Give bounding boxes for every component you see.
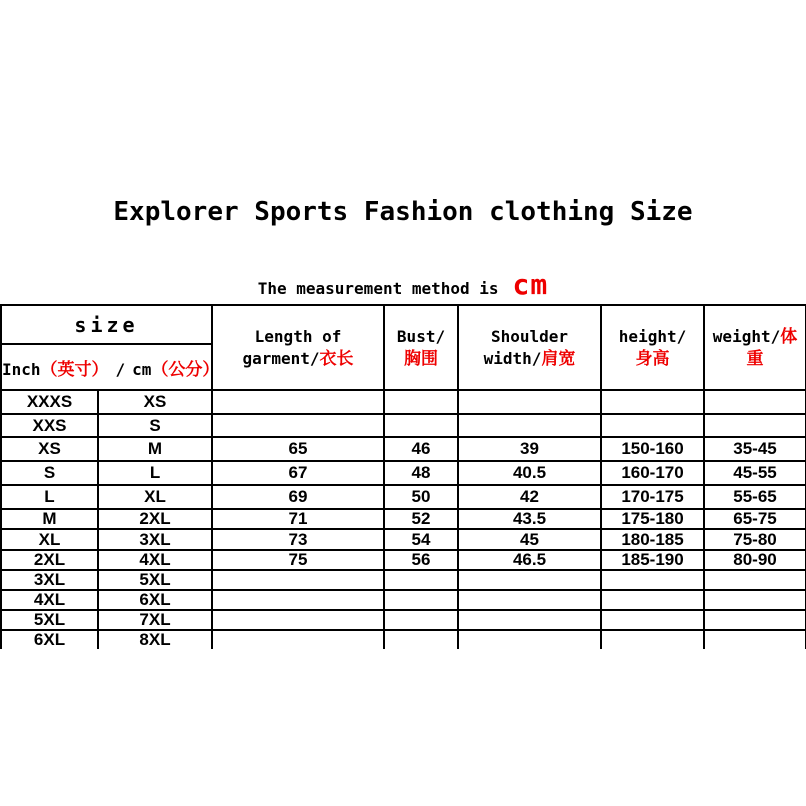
measurement-note-text: The measurement method is (257, 279, 499, 298)
cell-bust (384, 630, 458, 649)
cell-length: 69 (212, 485, 384, 509)
cell-length: 71 (212, 509, 384, 529)
cell-shoulder (458, 610, 601, 630)
table-row (1, 437, 806, 461)
table-row (1, 550, 806, 570)
col-header-shoulder-line1: Shoulder (490, 326, 569, 346)
cell-height: 185-190 (601, 550, 704, 570)
col-header-weight-cn2: 重 (746, 348, 764, 369)
cell-bust (384, 414, 458, 437)
cell-length: 73 (212, 529, 384, 550)
table-row (1, 610, 806, 630)
size-header: size (1, 305, 212, 344)
cell-inch: 3XL (1, 570, 98, 590)
cell-shoulder (458, 630, 601, 649)
cell-cm: L (98, 461, 212, 485)
cell-height: 170-175 (601, 485, 704, 509)
cell-shoulder: 39 (458, 437, 601, 461)
cell-weight (704, 630, 806, 649)
cell-length (212, 414, 384, 437)
cell-shoulder: 45 (458, 529, 601, 550)
cell-inch: M (1, 509, 98, 529)
cell-inch: 6XL (1, 630, 98, 649)
cell-cm: 2XL (98, 509, 212, 529)
cell-weight (704, 414, 806, 437)
col-header-bust-cn: 胸围 (404, 348, 439, 369)
cell-shoulder (458, 414, 601, 437)
col-header-height-line1: height/ (618, 326, 687, 346)
cell-shoulder: 40.5 (458, 461, 601, 485)
cell-weight (704, 390, 806, 414)
col-header-shoulder-line2: width/ (483, 348, 542, 368)
cell-bust: 46 (384, 437, 458, 461)
cell-cm: S (98, 414, 212, 437)
cell-height: 180-185 (601, 529, 704, 550)
col-header-height-cn: 身高 (635, 348, 670, 369)
cell-shoulder (458, 570, 601, 590)
col-header-shoulder-cn: 肩宽 (541, 348, 576, 369)
cm-label: cm (132, 359, 152, 379)
cell-inch: 4XL (1, 590, 98, 610)
cell-weight (704, 590, 806, 610)
header-row-top (1, 305, 806, 344)
cell-shoulder: 43.5 (458, 509, 601, 529)
cell-cm: 7XL (98, 610, 212, 630)
cell-cm: 6XL (98, 590, 212, 610)
cell-inch: XXS (1, 414, 98, 437)
measurement-unit: cm (512, 268, 549, 301)
cell-shoulder (458, 590, 601, 610)
cell-inch: XXXS (1, 390, 98, 414)
cell-weight: 75-80 (704, 529, 806, 550)
table-row (1, 590, 806, 610)
cell-height (601, 630, 704, 649)
cell-height (601, 570, 704, 590)
unit-subheader (1, 344, 220, 390)
inch-label: Inch (2, 359, 41, 379)
cell-cm: 8XL (98, 630, 212, 649)
cell-length: 75 (212, 550, 384, 570)
cell-length (212, 610, 384, 630)
cell-height: 150-160 (601, 437, 704, 461)
cell-cm: XS (98, 390, 212, 414)
cm-cn-label: （公分） (151, 359, 220, 380)
cell-cm: 5XL (98, 570, 212, 590)
table-row (1, 485, 806, 509)
col-header-length-cn: 衣长 (319, 348, 354, 369)
cell-weight: 35-45 (704, 437, 806, 461)
cell-shoulder: 46.5 (458, 550, 601, 570)
inch-cn-label: （英寸） (40, 359, 109, 380)
cell-length: 65 (212, 437, 384, 461)
cell-height: 175-180 (601, 509, 704, 529)
unit-separator: / (115, 359, 126, 379)
cell-weight: 80-90 (704, 550, 806, 570)
cell-weight: 45-55 (704, 461, 806, 485)
cell-weight (704, 570, 806, 590)
table-row (1, 630, 806, 649)
cell-length (212, 390, 384, 414)
cell-height (601, 390, 704, 414)
col-header-weight-cn1: 体 (780, 326, 798, 347)
cell-length (212, 590, 384, 610)
cell-bust: 54 (384, 529, 458, 550)
cell-bust (384, 390, 458, 414)
col-header-weight (704, 305, 806, 390)
cell-cm: 4XL (98, 550, 212, 570)
table-row (1, 529, 806, 550)
measurement-note (0, 268, 806, 302)
col-header-length-line2: garment/ (242, 348, 320, 368)
cell-weight: 65-75 (704, 509, 806, 529)
cell-inch: L (1, 485, 98, 509)
cell-bust: 52 (384, 509, 458, 529)
table-row (1, 414, 806, 437)
cell-cm: XL (98, 485, 212, 509)
cell-height: 160-170 (601, 461, 704, 485)
col-header-length-line1: Length of (254, 326, 342, 346)
table-row (1, 390, 806, 414)
cell-length: 67 (212, 461, 384, 485)
col-header-weight-line1: weight/ (712, 326, 781, 346)
size-table-body (1, 390, 806, 649)
cell-inch: 5XL (1, 610, 98, 630)
cell-cm: 3XL (98, 529, 212, 550)
cell-bust: 56 (384, 550, 458, 570)
cell-weight (704, 610, 806, 630)
cell-inch: XS (1, 437, 98, 461)
cell-height (601, 610, 704, 630)
cell-cm: M (98, 437, 212, 461)
cell-height (601, 414, 704, 437)
col-header-shoulder (458, 305, 601, 390)
cell-inch: XL (1, 529, 98, 550)
col-header-bust (384, 305, 458, 390)
col-header-length (212, 305, 384, 390)
table-row (1, 461, 806, 485)
cell-bust (384, 590, 458, 610)
cell-shoulder: 42 (458, 485, 601, 509)
table-row (1, 509, 806, 529)
cell-weight: 55-65 (704, 485, 806, 509)
cell-bust (384, 610, 458, 630)
cell-bust: 48 (384, 461, 458, 485)
page-title: Explorer Sports Fashion clothing Size (113, 197, 693, 227)
size-table (0, 304, 806, 649)
col-header-height (601, 305, 704, 390)
cell-inch: S (1, 461, 98, 485)
cell-shoulder (458, 390, 601, 414)
col-header-bust-line1: Bust/ (396, 326, 446, 346)
cell-bust: 50 (384, 485, 458, 509)
cell-bust (384, 570, 458, 590)
cell-height (601, 590, 704, 610)
table-row (1, 570, 806, 590)
cell-inch: 2XL (1, 550, 98, 570)
cell-length (212, 630, 384, 649)
cell-length (212, 570, 384, 590)
